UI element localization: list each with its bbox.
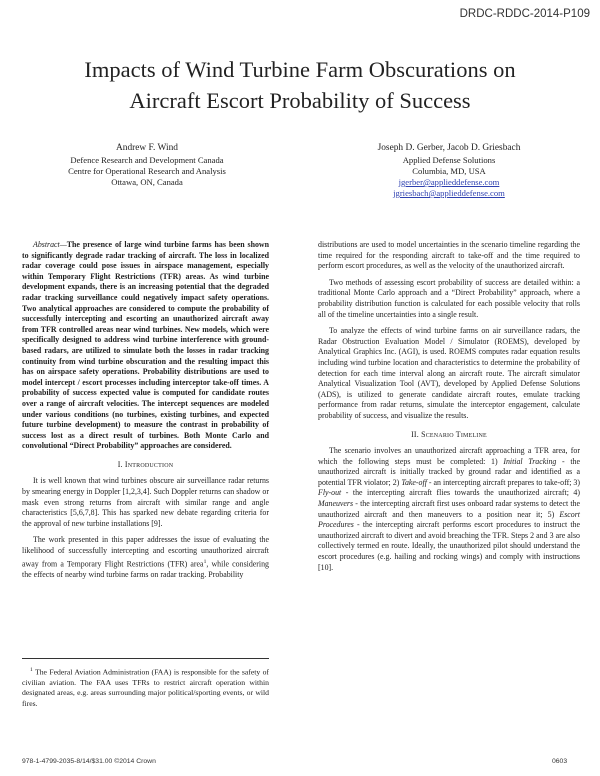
step-text: - the intercepting aircraft flies towards the unauthorized aircraft; 4): [341, 488, 580, 498]
step-label: Take-off: [401, 477, 427, 487]
footnote-mark: 1: [30, 667, 33, 673]
title-line-1: Impacts of Wind Turbine Farm Obscurations on: [84, 57, 516, 82]
abstract: [22, 240, 269, 452]
email-link[interactable]: jgerber@applieddefense.com: [398, 177, 500, 187]
intro-paragraph-2-end: , while considering the effects of nearby wind turbine farms on radar tracking. Probability: [22, 559, 269, 579]
document-id: DRDC-RDDC-2014-P109: [459, 8, 590, 20]
step-label: Escort Procedures: [318, 509, 580, 530]
footnote-text: The Federal Aviation Administration (FAA) is responsible for the safety of civilian aviation. The FAA uses TFRs to restrict aircraft operation within designated areas, e.g. areas surrounding major political/sporting events, or wild fires.: [22, 667, 269, 708]
footnote-reference[interactable]: 1: [203, 558, 207, 565]
paragraph: Two methods of assessing escort probability of success are detailed within: a traditional Monte Carlo approach and a “Direct Probability” approach, where a probability distribution function is calculated for each possible velocity that rolls all of the timeline uncertainties into a single result.: [318, 277, 580, 319]
step-text: - the unauthorized aircraft is initially tracked by ground radar and identified as a potential TFR violator; 2): [318, 456, 580, 487]
paragraph: To analyze the effects of wind turbine farms on air surveillance radars, the Radar Obstruction Evaluation Model / Simulator (ROEMS), developed by Analytical Graphics Inc. (AGI), is used. ROEMS computes radar equation results including wind turbine location and characteristics to determine the probability of detection for each time interval along an aircraft route. The aircraft simulator Analytical Visualization Tool (AVT), developed by Applied Defense Solutions (ADS), is utilized to generate candidate aircraft routes, emulate tracking performance from radar returns, simulate the interceptor engagement, calculate probability of success, and visualize the results.: [318, 326, 580, 420]
step-label: Maneuvers: [318, 499, 354, 509]
left-column: [22, 240, 269, 586]
author-location: Columbia, MD, USA: [412, 166, 486, 176]
step-text: - the intercepting aircraft performs escort procedures to instruct the unauthorized aircraft to divert and avoid breaching the TFR. Steps 2 and 3 are also collectively termed en route. Ideally, the unauthorized pilot should understand the escort procedures (e.g. hailing and rocking wings) and comply with instructions [10].: [318, 520, 580, 572]
step-text: - an intercepting aircraft prepares to take-off; 3): [426, 477, 580, 487]
intro-paragraph-1: It is well known that wind turbines obscure air surveillance radar returns by smearing energy in Doppler [1,2,3,4]. Such Doppler returns can shadow or mask even strong returns from aircraft with similar range and angle characteristics [5,6,7,8]. This has sparked new debate regarding criteria for the approval of new turbine installations [9].: [22, 476, 269, 528]
author-name: Andrew F. Wind: [116, 143, 178, 153]
footnote: [22, 658, 269, 709]
footer-copyright: 978-1-4799-2035-8/14/$31.00 ©2014 Crown: [22, 758, 156, 765]
title-line-2: Aircraft Escort Probability of Success: [129, 88, 471, 113]
email-link[interactable]: jgriesbach@applieddefense.com: [393, 188, 505, 198]
intro-paragraph-2-text: The work presented in this paper addresses the issue of evaluating the likelihood of successfully intercepting and escorting unauthorized aircraft away from a Temporary Flight Restrictions (TFR) area: [22, 535, 269, 569]
author-block-right: [318, 143, 580, 199]
author-block-left: [22, 143, 272, 188]
author-name: Joseph D. Gerber, Jacob D. Griesbach: [377, 143, 521, 153]
right-column: [318, 240, 580, 579]
paper-title: [40, 54, 560, 116]
abstract-lead: Abstract—: [33, 240, 67, 249]
scenario-intro: The scenario involves an unauthorized aircraft approaching a TFR area, for which the following steps must be completed: 1): [318, 446, 580, 466]
section-heading-scenario-timeline: II. Scenario Timeline: [411, 429, 487, 439]
footer-page-number: 0603: [552, 758, 568, 765]
step-label: Fly-out: [318, 488, 342, 498]
step-label: Initial Tracking: [503, 456, 557, 466]
step-text: - the intercepting aircraft first uses onboard radar systems to detect the unauthorized aircraft and then maneuvers to a position near it; 5): [318, 499, 580, 519]
author-affiliation: Centre for Operational Research and Analysis: [68, 166, 226, 176]
scenario-paragraph: [318, 446, 580, 573]
author-affiliation: Defence Research and Development Canada: [70, 155, 224, 165]
section-heading-introduction: I. Introduction: [117, 459, 174, 469]
author-location: Ottawa, ON, Canada: [111, 177, 183, 187]
abstract-text: The presence of large wind turbine farms has been shown to significantly degrade radar tracking of aircraft. The loss in localized radar coverage could pose issues in airspace management, especially within Temporary Flight Restrictions (TFR) areas. As wind turbine development expands, there is an increasing potential that the degraded radar tracking surveillance could negatively impact safety operations. Two analytical approaches are considered to compute the probability of successfully intercepting and escorting an unauthorized aircraft away from TFR controlled areas near wind turbines. New models, which were specifically designed to address wind turbine interference with ground-based radars, are utilized to simulate both the losses in radar tracking continuity from wind turbine obscuration and the resulting impact this has on airspace safety operations. Probability distributions are used to model intercept / escort processes including interceptor take-off times. A probability of success expected value is computed for candidate routes over a range of aircraft velocities. The intercept sequences are modeled under various conditions (no turbines, existing turbines, and expected future turbine development) to measure the contrast in probability of success lost as a direct result of turbines. Both Monte Carlo and convolutional “Direct Probability” approaches are considered.: [22, 240, 269, 451]
intro-paragraph-2: [22, 535, 269, 580]
paragraph-continued: distributions are used to model uncertainties in the scenario timeline regarding the time required for the responding aircraft to take-off and the time required to perform escort procedures, as well as the velocity of the unauthorized aircraft.: [318, 240, 580, 271]
author-affiliation: Applied Defense Solutions: [402, 155, 496, 165]
